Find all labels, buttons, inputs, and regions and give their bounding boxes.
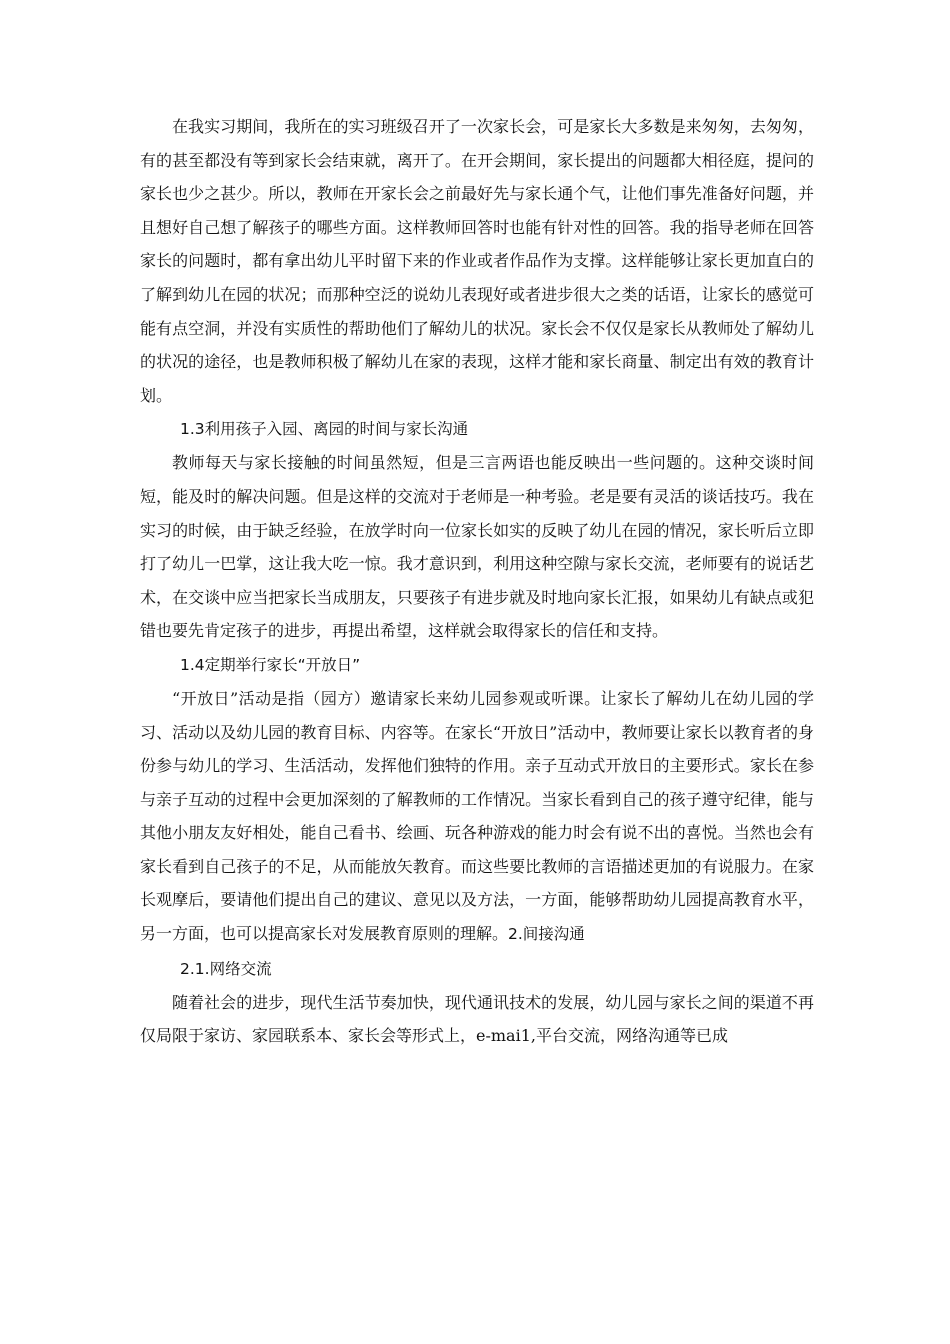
document-body bbox=[140, 110, 814, 1053]
paragraph-open-day bbox=[140, 682, 814, 952]
paragraph-open-day-text: “开放日”活动是指（园方）邀请家长来幼儿园参观或听课。让家长了解幼儿在幼儿园的学习、活动以及幼儿园的教育目标、内容等。在家长“开放日”活动中，教师要让家长以教育者的身份参与幼儿的学习、生活活动，发挥他们独特的作用。亲子互动式开放日的主要形式。家长在参与亲子互动的过程中会更加深刻的了解教师的工作情况。当家长看到自己的孩子遵守纪律，能与其他小朋友友好相处，能自己看书、绘画、玩各种游戏的能力时会有说不出的喜悦。当然也会有家长看到自己孩子的不足，从而能放矢教育。而这些要比教师的言语描述更加的有说服力。在家长观摩后，要请他们提出自己的建议、意见以及方法，一方面，能够帮助幼儿园提高教育水平，另一方面，也可以提高家长对发展教育原则的理解。 bbox=[140, 688, 814, 944]
section-heading-1-3: 1.3利用孩子入园、离园的时间与家长沟通 bbox=[180, 420, 469, 439]
paragraph-drop-off-pick-up: 教师每天与家长接触的时间虽然短，但是三言两语也能反映出一些问题的。这种交谈时间短，能及时的解决问题。但是这样的交流对于老师是一种考验。老是要有灵活的谈话技巧。我在实习的时候，由于缺乏经验，在放学时向一位家长如实的反映了幼儿在园的情况，家长听后立即打了幼儿一巴掌，这让我大吃一惊。我才意识到，利用这种空隙与家长交流，老师要有的说话艺术，在交谈中应当把家长当成朋友，只要孩子有进步就及时地向家长汇报，如果幼儿有缺点或犯错也要先肯定孩子的进步，再提出希望，这样就会取得家长的信任和支持。 bbox=[140, 453, 814, 641]
paragraph-parent-meeting: 在我实习期间，我所在的实习班级召开了一次家长会，可是家长大多数是来匆匆，去匆匆，有的甚至都没有等到家长会结束就，离开了。在开会期间，家长提出的问题都大相径庭，提问的家长也少之甚少。所以，教师在开家长会之前最好先与家长通个气，让他们事先准备好问题，并且想好自己想了解孩子的哪些方面。这样教师回答时也能有针对性的回答。我的指导老师在回答家长的问题时，都有拿出幼儿平时留下来的作业或者作品作为支撑。这样能够让家长更加直白的了解到幼儿在园的状况；而那种空泛的说幼儿表现好或者进步很大之类的话语，让家长的感觉可能有点空洞，并没有实质性的帮助他们了解幼儿的状况。家长会不仅仅是家长从教师处了解幼儿的状况的途径，也是教师积极了解幼儿在家的表现，这样才能和家长商量、制定出有效的教育计划。 bbox=[140, 117, 814, 405]
section-heading-2-1: 2.1.网络交流 bbox=[180, 959, 272, 978]
section-heading-2: 2.间接沟通 bbox=[508, 925, 585, 944]
section-heading-1-4: 1.4定期举行家长“开放日” bbox=[180, 655, 361, 674]
paragraph-online-communication: 随着社会的进步，现代生活节奏加快，现代通讯技术的发展，幼儿园与家长之间的渠道不再仅局限于家访、家园联系本、家长会等形式上，e-mai1,平台交流，网络沟通等已成 bbox=[140, 992, 814, 1046]
